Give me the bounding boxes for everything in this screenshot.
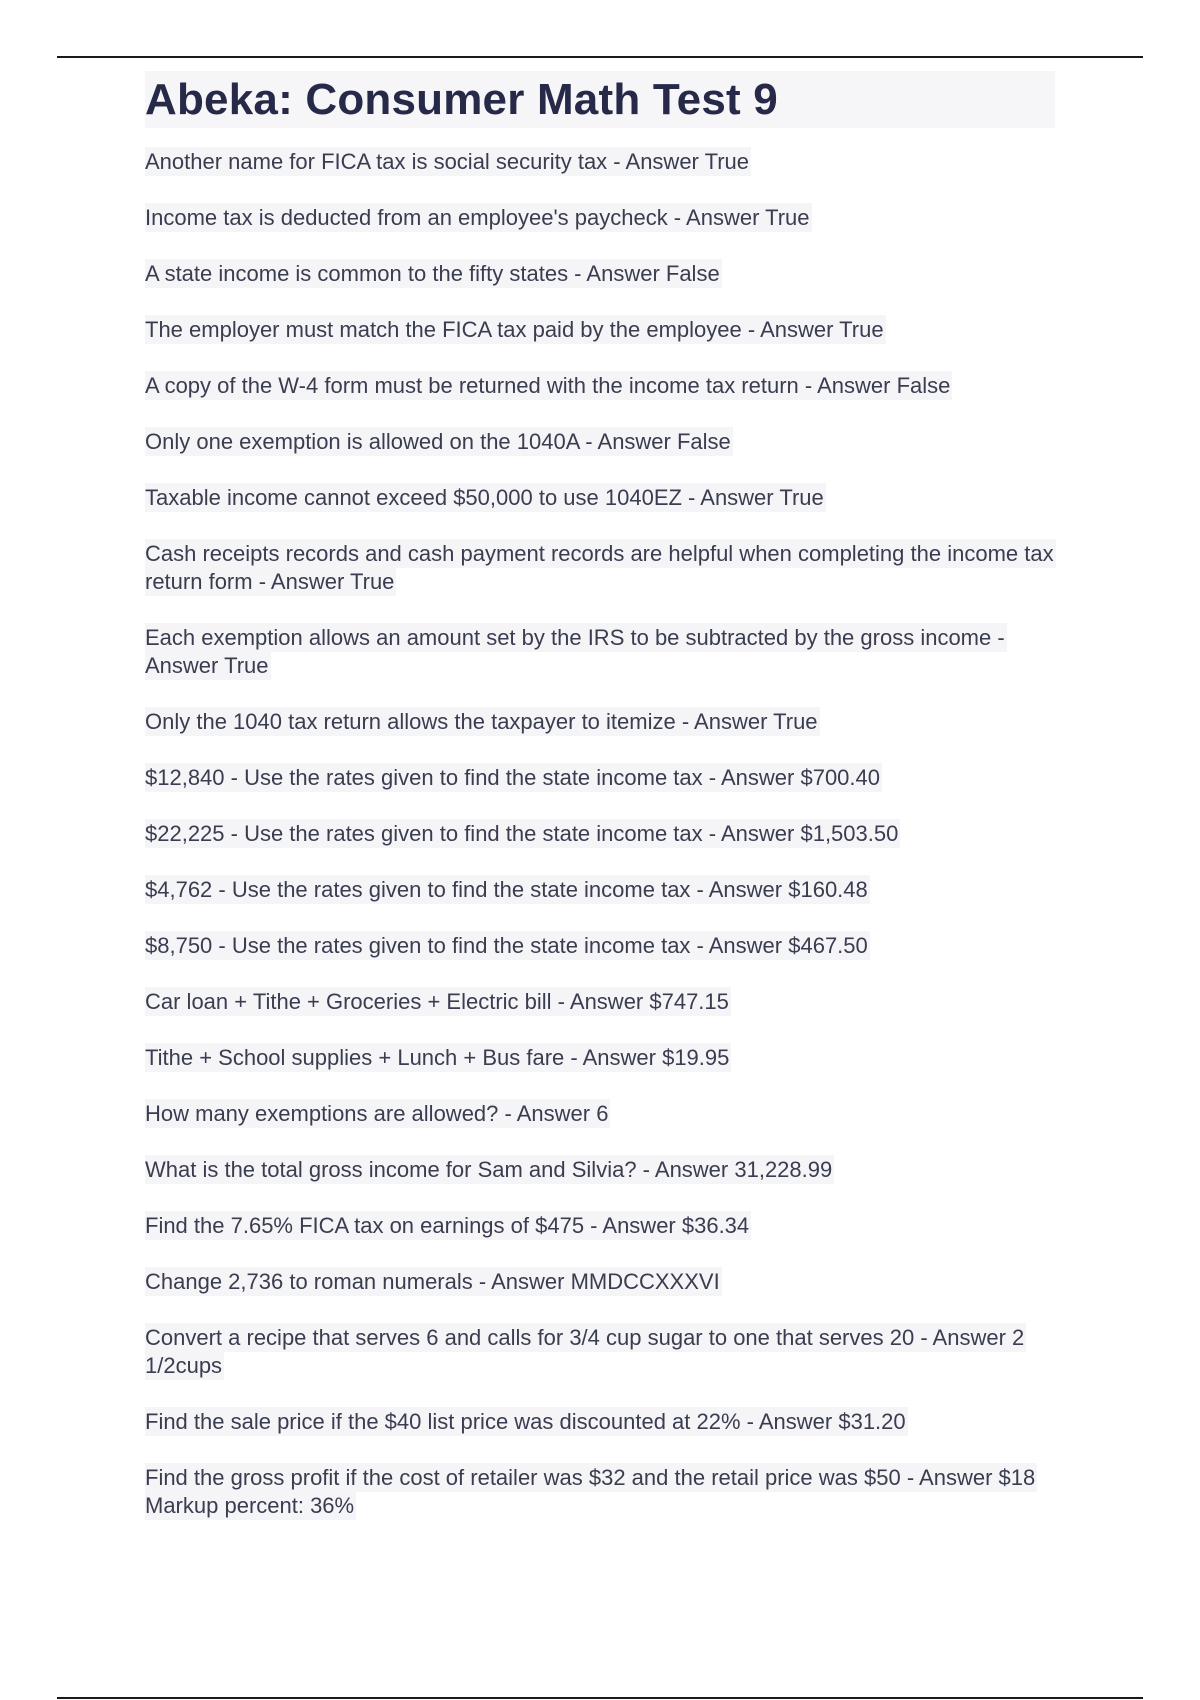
qa-item: [145, 1212, 1055, 1240]
qa-item: [145, 1408, 1055, 1436]
qa-text: A copy of the W-4 form must be returned with the income tax return - Answer False: [145, 373, 951, 398]
qa-item: [145, 624, 1055, 680]
qa-text: How many exemptions are allowed? - Answer 6: [145, 1101, 609, 1126]
qa-item: [145, 932, 1055, 960]
qa-item: [145, 316, 1055, 344]
qa-text: Convert a recipe that serves 6 and calls for 3/4 cup sugar to one that serves 20 - Answer 2 1/2cups: [145, 1325, 1025, 1378]
qa-text: Change 2,736 to roman numerals - Answer MMDCCXXXVI: [145, 1269, 720, 1294]
qa-list: [145, 148, 1055, 1520]
qa-text: Tithe + School supplies + Lunch + Bus fare - Answer $19.95: [145, 1045, 730, 1070]
qa-text: $12,840 - Use the rates given to find the state income tax - Answer $700.40: [145, 765, 880, 790]
qa-item: [145, 1324, 1055, 1380]
qa-item: [145, 484, 1055, 512]
qa-text: Car loan + Tithe + Groceries + Electric bill - Answer $747.15: [145, 989, 729, 1014]
qa-text: Income tax is deducted from an employee's paycheck - Answer True: [145, 205, 810, 230]
qa-text: Cash receipts records and cash payment records are helpful when completing the income tax return form - Answer True: [145, 541, 1054, 594]
qa-item: [145, 148, 1055, 176]
qa-item: [145, 876, 1055, 904]
qa-extra-text: Markup percent: 36%: [145, 1493, 355, 1518]
qa-item: [145, 1044, 1055, 1072]
qa-text: Only one exemption is allowed on the 1040A - Answer False: [145, 429, 731, 454]
qa-item: [145, 540, 1055, 596]
qa-item: [145, 1156, 1055, 1184]
bottom-divider: [57, 1697, 1143, 1699]
qa-text: A state income is common to the fifty states - Answer False: [145, 261, 720, 286]
qa-item: [145, 372, 1055, 400]
qa-text: Another name for FICA tax is social security tax - Answer True: [145, 149, 750, 174]
qa-item: [145, 708, 1055, 736]
qa-text: $4,762 - Use the rates given to find the state income tax - Answer $160.48: [145, 877, 868, 902]
qa-text: Find the 7.65% FICA tax on earnings of $475 - Answer $36.34: [145, 1213, 750, 1238]
qa-text: $22,225 - Use the rates given to find the state income tax - Answer $1,503.50: [145, 821, 899, 846]
qa-item: [145, 1268, 1055, 1296]
page-title: Abeka: Consumer Math Test 9: [145, 75, 778, 124]
qa-text: Only the 1040 tax return allows the taxpayer to itemize - Answer True: [145, 709, 818, 734]
qa-text: Each exemption allows an amount set by the IRS to be subtracted by the gross income - Answer True: [145, 625, 1005, 678]
qa-text: The employer must match the FICA tax paid by the employee - Answer True: [145, 317, 884, 342]
qa-item: [145, 1100, 1055, 1128]
qa-item: [145, 988, 1055, 1016]
qa-item: [145, 1464, 1055, 1520]
qa-text: Taxable income cannot exceed $50,000 to use 1040EZ - Answer True: [145, 485, 824, 510]
top-divider: [57, 56, 1143, 58]
qa-text: $8,750 - Use the rates given to find the state income tax - Answer $467.50: [145, 933, 868, 958]
qa-text: Find the sale price if the $40 list price was discounted at 22% - Answer $31.20: [145, 1409, 906, 1434]
qa-item: [145, 260, 1055, 288]
qa-item: [145, 204, 1055, 232]
qa-item: [145, 820, 1055, 848]
document-body: [145, 71, 1055, 1520]
qa-item: [145, 764, 1055, 792]
qa-item: [145, 428, 1055, 456]
qa-text: What is the total gross income for Sam and Silvia? - Answer 31,228.99: [145, 1157, 833, 1182]
title-banner: [145, 71, 1055, 128]
qa-text: Find the gross profit if the cost of retailer was $32 and the retail price was $50 - Answer $18: [145, 1465, 1036, 1490]
